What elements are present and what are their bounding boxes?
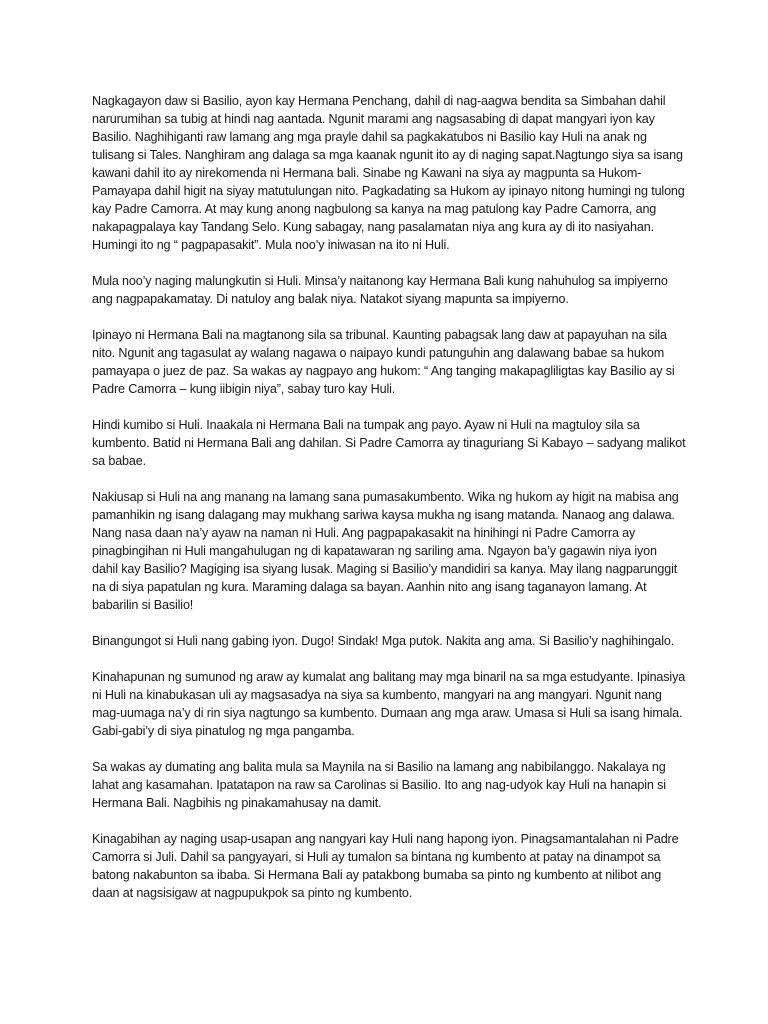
paragraph-7: Kinahapunan ng sumunod ng araw ay kumalat ang balitang may mga binaril na sa mga estudyante. Ipinasiya ni Huli na kinabukasan uli ay magsasadya na siya sa kumbento, mangyari na ang mangyari. Ngunit nang mag-uumaga na’y di rin siya nagtungo sa kumbento. Dumaan ang mga araw. Umasa si Huli sa isang himala. Gabi-gabi’y di siya pinatulog ng mga pangamba. xyxy=(92,670,686,738)
paragraph-4: Hindi kumibo si Huli. Inaakala ni Hermana Bali na tumpak ang payo. Ayaw ni Huli na magtuloy sila sa kumbento. Batid ni Hermana Bali ang dahilan. Si Padre Camorra ay tinaguriang Si Kabayo – sadyang malikot sa babae. xyxy=(92,418,686,468)
paragraph-2: Mula noo’y naging malungkutin si Huli. Minsa’y naitanong kay Hermana Bali kung nahuhulog sa impiyerno ang nagpapakamatay. Di natuloy ang balak niya. Natakot siyang mapunta sa impiyerno. xyxy=(92,274,668,306)
document-body xyxy=(92,92,686,920)
paragraph-5: Nakiusap si Huli na ang manang na lamang sana pumasakumbento. Wika ng hukom ay higit na mabisa ang pamanhikin ng isang dalagang may mukhang sariwa kaysa mukha ng isang matanda. Nanaog ang dalawa. Nang nasa daan na’y ayaw na naman ni Huli. Ang pagpapakasakit na hinihingi ni Padre Camorra ay pinagbingihan ni Huli mangahulugan ng di kapatawaran ng sariling ama. Ngayon ba’y gagawin niya iyon dahil kay Basilio? Magiging isa siyang lusak. Maging si Basilio’y mandidiri sa kanya. May ilang nagparunggit na di siya papatulan ng kura. Maraming dalaga sa bayan. Aanhin nito ang isang taganayon lamang. At babarilin si Basilio! xyxy=(92,490,679,612)
paragraph-6: Binangungot si Huli nang gabing iyon. Dugo! Sindak! Mga putok. Nakita ang ama. Si Basilio’y naghihingalo. xyxy=(92,634,675,648)
paragraph-8: Sa wakas ay dumating ang balita mula sa Maynila na si Basilio na lamang ang nabibilanggo. Nakalaya ng lahat ang kasamahan. Ipatatapon na raw sa Carolinas si Basilio. Ito ang nag-udyok kay Huli na hanapin si Hermana Bali. Nagbihis ng pinakamahusay na damit. xyxy=(92,760,666,810)
paragraph-3: Ipinayo ni Hermana Bali na magtanong sila sa tribunal. Kaunting pabagsak lang daw at papayuhan na sila nito. Ngunit ang tagasulat ay walang nagawa o naipayo kundi patunguhin ang dalawang babae sa hukom pamayapa o juez de paz. Sa wakas ay nagpayo ang hukom: “ Ang tanging makapagliligtas kay Basilio ay si Padre Camorra – kung iibigin niya”, sabay turo kay Huli. xyxy=(92,328,675,396)
paragraph-9: Kinagabihan ay naging usap-usapan ang nangyari kay Huli nang hapong iyon. Pinagsamantalahan ni Padre Camorra si Juli. Dahil sa pangyayari, si Huli ay tumalon sa bintana ng kumbento at patay na dinampot sa batong nakabunton sa ibaba. Si Hermana Bali ay patakbong bumaba sa pinto ng kumbento at nilibot ang daan at nagsisigaw at nagpupukpok sa pinto ng kumbento. xyxy=(92,832,679,900)
paragraph-1: Nagkagayon daw si Basilio, ayon kay Hermana Penchang, dahil di nag-aagwa bendita sa Simbahan dahil narurumihan sa tubig at hindi nag aantada. Ngunit marami ang nagsasabing di dapat mangyari iyon kay Basilio. Naghihiganti raw lamang ang mga prayle dahil sa pagkakatubos ni Basilio kay Huli na anak ng tulisang si Tales. Nanghiram ang dalaga sa mga kaanak ngunit ito ay di naging sapat.Nagtungo siya sa isang kawani dahil ito ay nirekomenda ni Hermana bali. Sinabe ng Kawani na siya ay magpunta sa Hukom-Pamayapa dahil higit na siyay matutulungan nito. Pagkadating sa Hukom ay ipinayo nitong humingi ng tulong kay Padre Camorra. At may kung anong nagbulong sa kanya na mag patulong kay Padre Camorra, ang nakapagpalaya kay Tandang Selo. Kung sabagay, nang pasalamatan niya ang kura ay di ito nasiyahan. Humingi ito ng “ pagpapasakit”. Mula noo’y iniwasan na ito ni Huli. xyxy=(92,94,685,252)
